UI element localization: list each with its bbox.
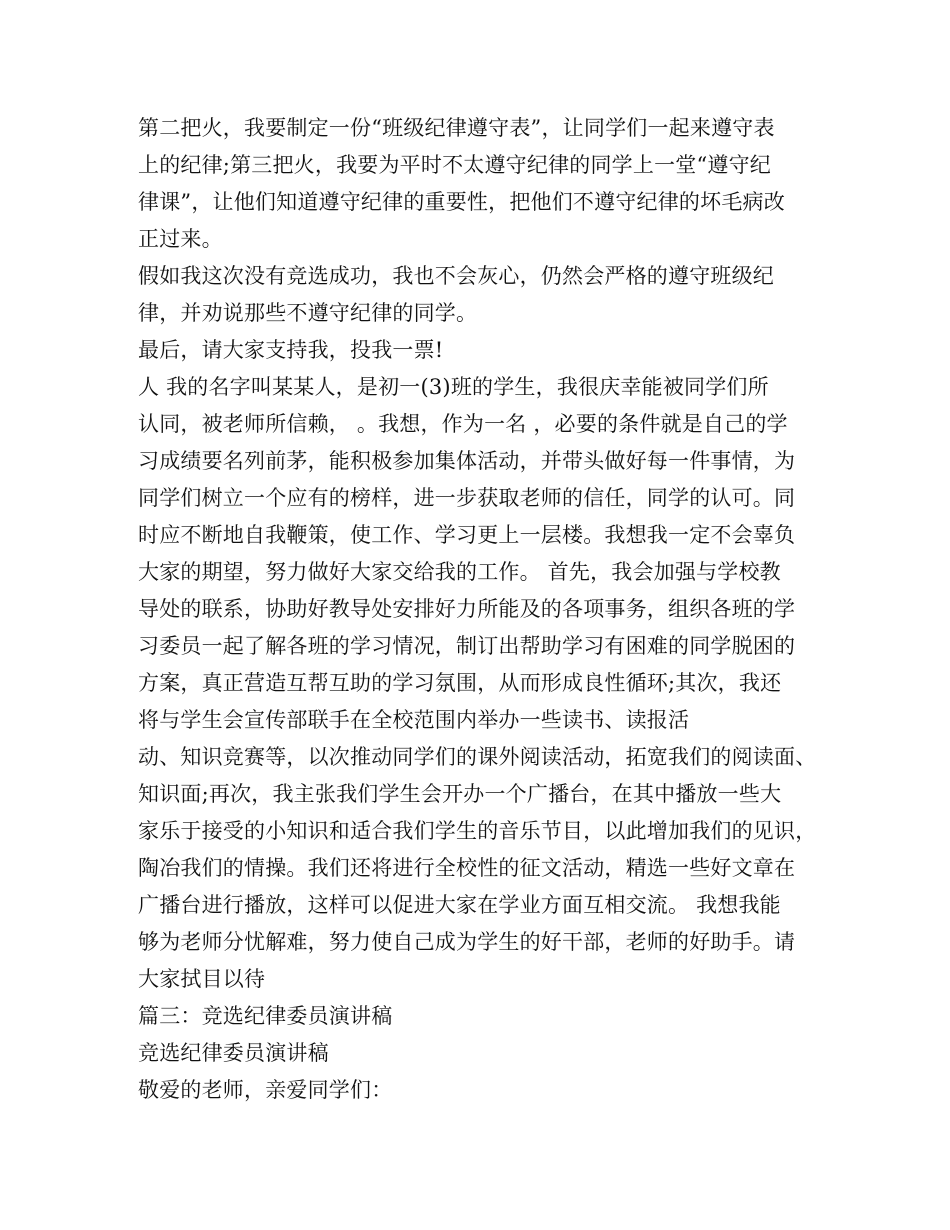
text-line: 最后，请大家支持我，投我一票! [138, 338, 444, 362]
text-line: 第二把火，我要制定一份“班级纪律遵守表”，让同学们一起来遵守表 [138, 116, 775, 140]
salutation: 敬爱的老师，亲爱同学们： [138, 1078, 393, 1102]
text-line: 律课”，让他们知道遵守纪律的重要性，把他们不遵守纪律的坏毛病改 [138, 190, 785, 214]
text-line: 家乐于接受的小知识和适合我们学生的音乐节目，以此增加我们的见识， [138, 819, 817, 843]
text-line: 大家拭目以待 [138, 967, 266, 991]
text-line: 大家的期望，努力做好大家交给我的工作。 首先，我会加强与学校教 [138, 560, 781, 584]
text-line: 导处的联系，协助好教导处安排好力所能及的各项事务，组织各班的学 [138, 597, 796, 621]
text-line: 人 我的名字叫某某人，是初一(3)班的学生，我很庆幸能被同学们所 [138, 375, 769, 399]
section-heading: 篇三：竞选纪律委员演讲稿 [138, 1004, 393, 1028]
text-line: 陶冶我们的情操。我们还将进行全校性的征文活动，精选一些好文章在 [138, 856, 796, 880]
speech-title: 竞选纪律委员演讲稿 [138, 1041, 329, 1065]
text-line: 上的纪律;第三把火，我要为平时不太遵守纪律的同学上一堂“遵守纪 [138, 153, 772, 177]
text-line: 认同，被老师所信赖， 。我想，作为一名 ，必要的条件就是自己的学 [138, 412, 788, 436]
text-line: 同学们树立一个应有的榜样，进一步获取老师的信任，同学的认可。同 [138, 486, 796, 510]
text-line: 方案，真正营造互帮互助的学习氛围，从而形成良性循环;其次，我还 [138, 671, 782, 695]
text-line: 动、知识竞赛等，以次推动同学们的课外阅读活动，拓宽我们的阅读面、 [138, 745, 817, 769]
text-line: 够为老师分忧解难，努力使自己成为学生的好干部，老师的好助手。请 [138, 930, 796, 954]
text-line: 时应不断地自我鞭策，使工作、学习更上一层楼。我想我一定不会辜负 [138, 523, 796, 547]
text-line: 习成绩要名列前茅，能积极参加集体活动，并带头做好每一件事情，为 [138, 449, 796, 473]
text-line: 假如我这次没有竞选成功，我也不会灰心，仍然会严格的遵守班级纪 [138, 264, 774, 288]
text-line: 正过来。 [138, 227, 223, 251]
text-line: 知识面;再次，我主张我们学生会开办一个广播台，在其中播放一些大 [138, 782, 782, 806]
text-line: 律，并劝说那些不遵守纪律的同学。 [138, 301, 478, 325]
text-line: 将与学生会宣传部联手在全校范围内举办一些读书、读报活 [138, 708, 690, 732]
text-line: 习委员一起了解各班的学习情况，制订出帮助学习有困难的同学脱困的 [138, 634, 796, 658]
text-line: 广播台进行播放，这样可以促进大家在学业方面互相交流。 我想我能 [138, 893, 781, 917]
